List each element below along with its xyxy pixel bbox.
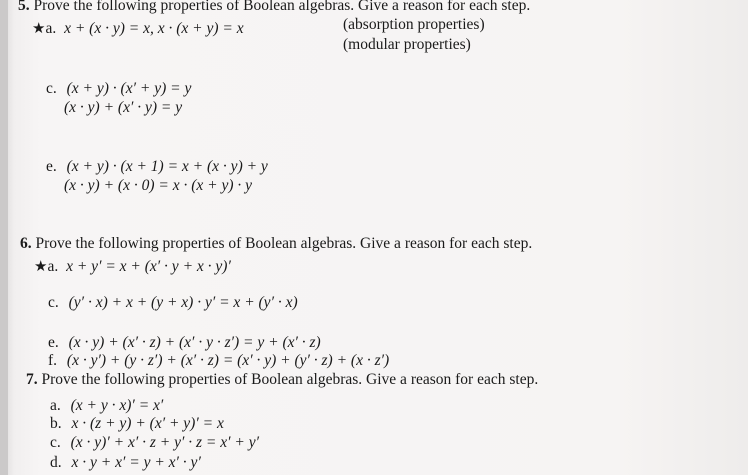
note-absorption: (absorption properties) (343, 16, 485, 33)
problem-text: Prove the following properties of Boolean algebras. Give a reason for each step. (35, 235, 533, 252)
item-label: c. (46, 80, 57, 97)
equation: (x · y) + (x · 0) = x · (x + y) · y (64, 177, 253, 194)
equation: (x · y′) + (y · z′) + (x′ · z) = (x′ · y) + (y′ · z) + (x · z′) (66, 352, 390, 369)
problem-5a (32, 20, 244, 38)
problem-6f (48, 352, 389, 370)
equation: (x · y)′ + x′ · z + y′ · z = x′ + y′ (70, 434, 259, 451)
item-label: b. (50, 415, 62, 432)
item-label: a. (50, 397, 61, 414)
item-label: c. (48, 294, 59, 311)
equation: x + (x · y) = x, x · (x + y) = x (64, 20, 244, 37)
problem-7-heading (26, 371, 538, 389)
equation: x + y′ = x + (x′ · y + x · y)′ (66, 258, 231, 275)
equation: (x · y) + (x′ · z) + (x′ · y · z′) = y + (x′ · z) (68, 334, 321, 351)
page-binding-shadow (0, 0, 8, 475)
equation: x · y + x′ = y + x′ · y′ (71, 454, 201, 471)
equation: x · (z + y) + (x′ + y)′ = x (71, 415, 224, 432)
problem-6a (34, 258, 231, 276)
problem-5e (46, 158, 268, 176)
problem-number: 7. (26, 371, 38, 388)
star-icon: ★ (34, 259, 48, 275)
problem-5c (46, 80, 191, 98)
problem-7d (50, 454, 201, 472)
equation: (x + y · x)′ = x′ (70, 397, 164, 414)
problem-text: Prove the following properties of Boolean algebras. Give a reason for each step. (41, 371, 539, 388)
item-label: e. (46, 158, 57, 175)
problem-7a (50, 397, 163, 415)
problem-7b (50, 415, 224, 433)
item-label: c. (50, 434, 61, 451)
note-modular: (modular properties) (343, 36, 471, 53)
problem-7c (50, 434, 259, 452)
item-label: d. (50, 454, 62, 471)
item-label: a. (45, 20, 57, 37)
problem-6-heading (20, 235, 532, 253)
problem-6c (48, 294, 298, 312)
equation: (x + y) · (x + 1) = x + (x · y) + y (66, 158, 268, 175)
item-label: e. (48, 334, 59, 351)
problem-number: 5. (18, 0, 30, 14)
item-label: a. (47, 258, 59, 275)
equation: (x + y) · (x′ + y) = y (66, 80, 192, 97)
problem-text: Prove the following properties of Boolean algebras. Give a reason for each step. (33, 0, 531, 14)
item-label: f. (48, 352, 58, 369)
problem-5-heading (18, 0, 530, 15)
problem-number: 6. (20, 235, 32, 252)
equation: (x · y) + (x′ · y) = y (64, 99, 183, 116)
star-icon: ★ (32, 21, 46, 37)
problem-6e (48, 334, 321, 352)
equation: (y′ · x) + x + (y + x) · y′ = x + (y′ · x) (68, 294, 298, 311)
